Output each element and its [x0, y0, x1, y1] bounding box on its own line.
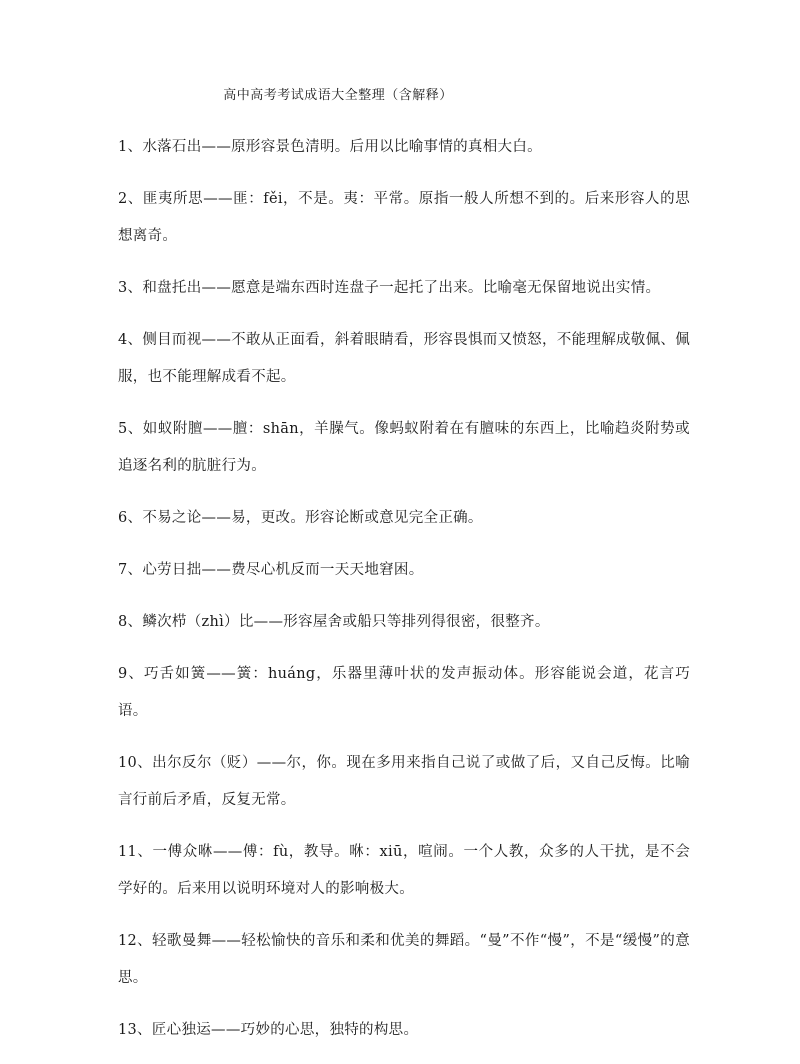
- idiom-list: [118, 129, 690, 1064]
- idiom-entry-3: 3、和盘托出——愿意是端东西时连盘子一起托了出来。比喻毫无保留地说出实情。: [118, 280, 661, 296]
- idiom-entry-7: 7、心劳日拙——费尽心机反而一天天地窘困。: [118, 562, 424, 578]
- idiom-entry-11: 11、一傅众咻——傅：fù，教导。咻：xiū，喧闹。一个人教，众多的人干扰，是不会学好的。后来用以说明环境对人的影响极大。: [118, 844, 690, 897]
- idiom-entry-12: 12、轻歌曼舞——轻松愉快的音乐和柔和优美的舞蹈。“曼”不作“慢”，不是“缓慢”的意思。: [118, 933, 690, 986]
- idiom-entry-5: 5、如蚁附膻——膻：shān，羊臊气。像蚂蚁附着在有膻味的东西上，比喻趋炎附势或追逐名利的肮脏行为。: [118, 421, 690, 474]
- idiom-entry-10: 10、出尔反尔（贬）——尔，你。现在多用来指自己说了或做了后，又自己反悔。比喻言行前后矛盾，反复无常。: [118, 755, 690, 808]
- idiom-entry-9: 9、巧舌如簧——簧：huáng，乐器里薄叶状的发声振动体。形容能说会道，花言巧语。: [118, 666, 690, 719]
- document-title: 高中高考考试成语大全整理（含解释）: [223, 88, 453, 103]
- idiom-entry-1: 1、水落石出——原形容景色清明。后用以比喻事情的真相大白。: [118, 139, 542, 155]
- idiom-entry-6: 6、不易之论——易，更改。形容论断或意见完全正确。: [118, 510, 483, 526]
- idiom-entry-13: 13、匠心独运——巧妙的心思，独特的构思。: [118, 1022, 419, 1038]
- idiom-entry-2: 2、匪夷所思——匪：fěi，不是。夷：平常。原指一般人所想不到的。后来形容人的思想离奇。: [118, 191, 690, 244]
- idiom-entry-8: 8、鳞次栉（zhì）比——形容屋舍或船只等排列得很密，很整齐。: [118, 614, 550, 630]
- idiom-entry-4: 4、侧目而视——不敢从正面看，斜着眼睛看，形容畏惧而又愤怒，不能理解成敬佩、佩服，也不能理解成看不起。: [118, 332, 690, 385]
